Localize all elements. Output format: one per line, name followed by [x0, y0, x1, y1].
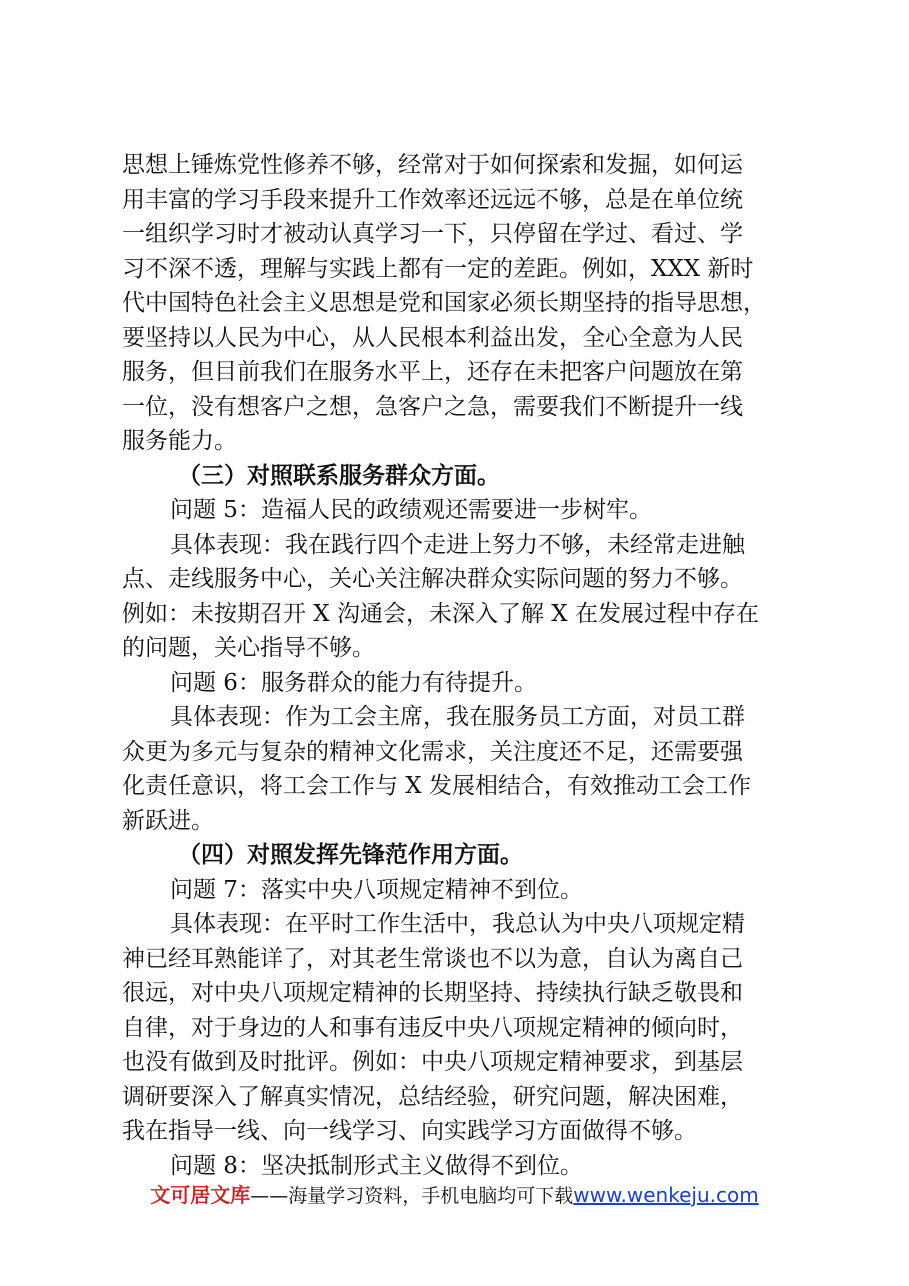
text-line: 习不深不透，理解与实践上都有一定的差距。例如，XXX 新时: [122, 255, 754, 282]
text-line: 也没有做到及时批评。例如：中央八项规定精神要求，到基层: [122, 1049, 743, 1075]
text-line: 神已经耳熟能详了，对其老生常谈也不以为意，自认为离自己: [122, 945, 743, 972]
text-line: 具体表现：在平时工作生活中，我总认为中央八项规定精: [170, 911, 745, 937]
text-line: 服务能力。: [122, 428, 237, 454]
text-line: 要坚持以人民为中心，从人民根本利益出发，全心全意为人民: [122, 324, 743, 351]
text-line: 我在指导一线、向一线学习、向实践学习方面做得不够。: [122, 1118, 697, 1144]
text-line: 思想上锤炼党性修养不够，经常对于如何探索和发掘，如何运: [122, 152, 743, 178]
text-line: 新跃进。: [122, 807, 214, 834]
text-line: 服务，但目前我们在服务水平上，还存在未把客户问题放在第: [122, 359, 743, 385]
problem-5-title: 问题 5：造福人民的政绩观还需要进一步树牢。: [170, 497, 652, 523]
section-heading-4: （四）对照发挥先锋范作用方面。: [178, 841, 523, 868]
document-body: [122, 148, 812, 1183]
text-line: 调研要深入了解真实情况，总结经验，研究问题，解决困难，: [122, 1083, 743, 1110]
footer-brand: 文可居文库: [150, 1183, 251, 1207]
text-line: 具体表现：我在践行四个走进上努力不够，未经常走进触: [170, 531, 745, 558]
text-line: 点、走线服务中心，关心关注解决群众实际问题的努力不够。: [122, 566, 743, 592]
problem-6-title: 问题 6：服务群众的能力有待提升。: [170, 669, 537, 696]
text-line: 一位，没有想客户之想，急客户之急，需要我们不断提升一线: [122, 393, 743, 420]
text-line: 自律，对于身边的人和事有违反中央八项规定精神的倾向时，: [122, 1014, 743, 1041]
text-line: 用丰富的学习手段来提升工作效率还远远不够，总是在单位统: [122, 186, 743, 213]
footer-site-link[interactable]: www.wenkeju.com: [573, 1183, 759, 1207]
problem-7-title: 问题 7：落实中央八项规定精神不到位。: [170, 876, 583, 903]
footer-banner: [0, 1181, 909, 1210]
text-line: 的问题，关心指导不够。: [122, 635, 375, 661]
text-line: 很远，对中央八项规定精神的长期坚持、持续执行缺乏敬畏和: [122, 980, 743, 1006]
text-line: 化责任意识，将工会工作与 X 发展相结合，有效推动工会工作: [122, 773, 751, 799]
text-line: 代中国特色社会主义思想是党和国家必须长期坚持的指导思想，: [122, 290, 766, 316]
text-line: 具体表现：作为工会主席，我在服务员工方面，对员工群: [170, 704, 745, 730]
text-line: 众更为多元与复杂的精神文化需求，关注度还不足，还需要强: [122, 738, 743, 765]
section-heading-3: （三）对照联系服务群众方面。: [178, 461, 500, 489]
footer-slogan: ——海量学习资料，手机电脑均可下载: [250, 1185, 574, 1207]
text-line: 例如：未按期召开 X 沟通会，未深入了解 X 在发展过程中存在: [122, 600, 759, 627]
problem-8-title: 问题 8：坚决抵制形式主义做得不到位。: [170, 1152, 583, 1179]
text-line: 一组织学习时才被动认真学习一下，只停留在学过、看过、学: [122, 221, 743, 247]
